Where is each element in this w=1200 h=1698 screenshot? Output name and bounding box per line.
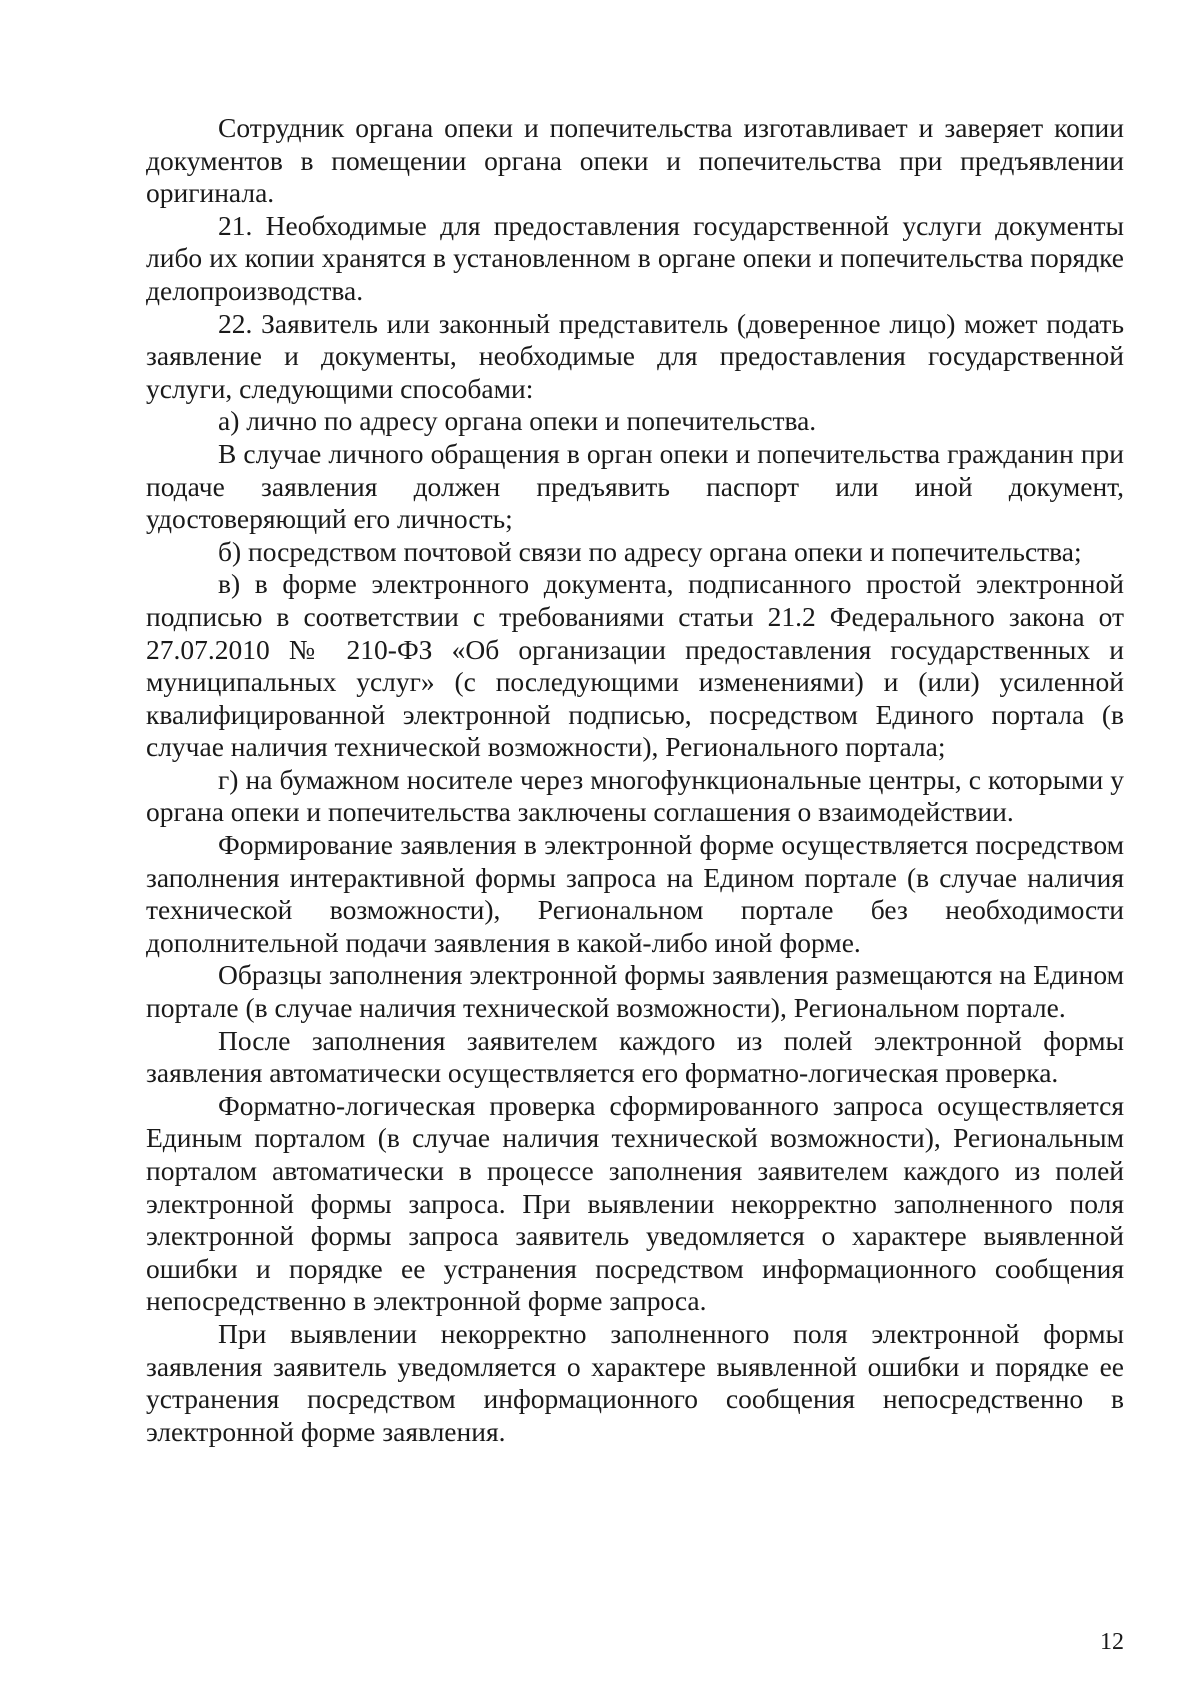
paragraph-error-notification: При выявлении некорректно заполненного поля электронной формы заявления заявитель уведомляется о характере выявленной ошибки и порядке ее устранения посредством информационного сообщения непосредственно в электронной форме заявления. [146, 1317, 1124, 1447]
page-number: 12 [1100, 1629, 1124, 1655]
paragraph-form-samples: Образцы заполнения электронной формы заявления размещаются на Едином портале (в случае наличия технической возможности), Региональном портале. [146, 959, 1124, 1024]
paragraph-format-logical-check: Форматно-логическая проверка сформированного запроса осуществляется Единым порталом (в случае наличия технической возможности), Региональным порталом автоматически в процессе заполнения заявителем каждого из полей электронной формы запроса. При выявлении некорректно заполненного поля электронной формы запроса заявитель уведомляется о характере выявленной ошибки и порядке ее устранения посредством информационного сообщения непосредственно в электронной форме запроса. [146, 1089, 1124, 1317]
paragraph-22: 22. Заявитель или законный представитель (доверенное лицо) может подать заявление и документы, необходимые для предоставления государственной услуги, следующими способами: [146, 307, 1124, 404]
paragraph-22-g: г) на бумажном носителе через многофункциональные центры, с которыми у органа опеки и попечительства заключены соглашения о взаимодействии. [146, 763, 1124, 828]
paragraph-21: 21. Необходимые для предоставления государственной услуги документы либо их копии хранятся в установленном в органе опеки и попечительства порядке делопроизводства. [146, 209, 1124, 306]
paragraph-copies-certification: Сотрудник органа опеки и попечительства изготавливает и заверяет копии документов в помещении органа опеки и попечительства при предъявлении оригинала. [146, 112, 1124, 209]
paragraph-format-check: После заполнения заявителем каждого из полей электронной формы заявления автоматически осуществляется его форматно-логическая проверка. [146, 1024, 1124, 1089]
paragraph-22-b: б) посредством почтовой связи по адресу органа опеки и попечительства; [218, 535, 1082, 567]
document-body [146, 112, 1124, 1448]
paragraph-personal-visit: В случае личного обращения в орган опеки и попечительства гражданин при подаче заявления должен предъявить паспорт или иной документ, удостоверяющий его личность; [146, 437, 1124, 535]
paragraph-electronic-form: Формирование заявления в электронной форме осуществляется посредством заполнения интерактивной формы запроса на Едином портале (в случае наличия технической возможности), Региональном портале без необходимости дополнительной подачи заявления в какой-либо иной форме. [146, 829, 1124, 958]
paragraph-22-a: а) лично по адресу органа опеки и попечительства. [218, 405, 817, 437]
paragraph-22-v: в) в форме электронного документа, подписанного простой электронной подписью в соответствии с требованиями статьи 21.2 Федерального закона от 27.07.2010 № 210-ФЗ «Об организации предоставления государственных и муниципальных услуг» (с последующими изменениями) и (или) усиленной квалифицированной электронной подписью, посредством Единого портала (в случае наличия технической возможности), Регионального портала; [146, 568, 1124, 763]
